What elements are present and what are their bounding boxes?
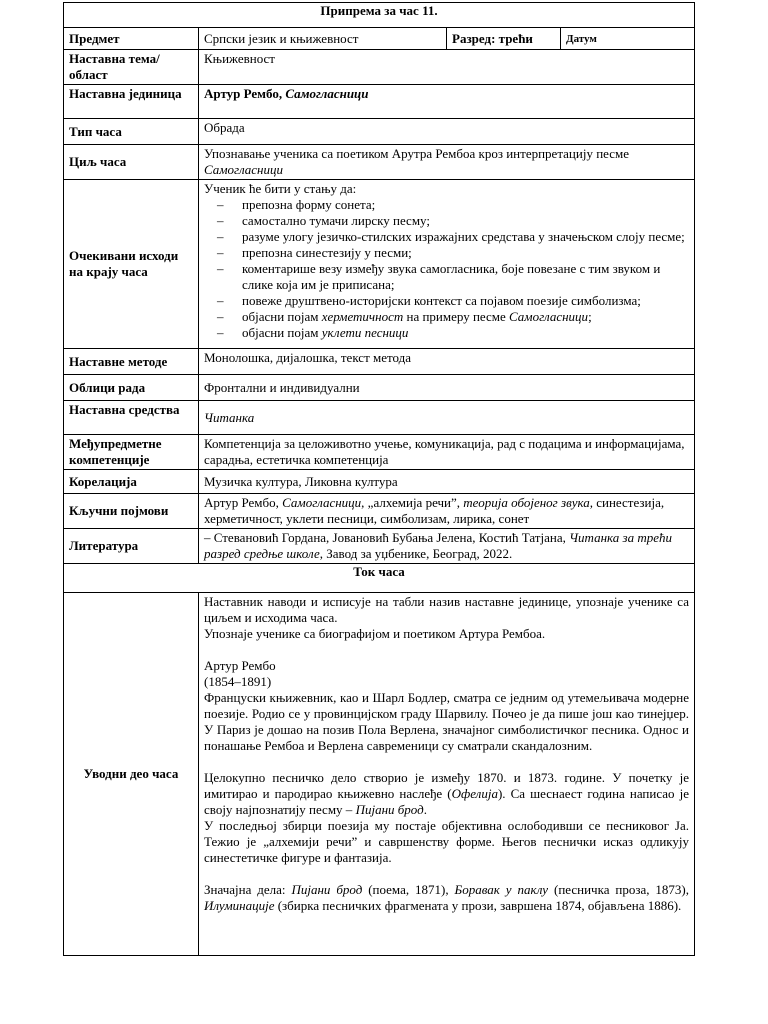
item8-plain: објасни појам xyxy=(242,325,322,340)
outcomes-label: Очекивани исходи на крају часа xyxy=(64,180,199,349)
literature-label: Литература xyxy=(64,529,199,564)
list-item: – разуме улогу језичко-стилских изражајних средстава у значењском слоју песме; xyxy=(204,229,689,245)
unit-value-plain: Артур Рембо, xyxy=(204,86,286,101)
intro-para3: Француски књижевник, као и Шарл Бодлер, сматра се једним од утемељивача модерне поезије. Родио се у провинцијском граду Шарвилу. Почео је да пише још као тинејџер. У Париз је дошао на позив Пола Верлена, значајног симболистичког песника. Однос и понашање Рембоа и Верлена савременици су сматрали скандалозним. xyxy=(204,690,690,753)
item7-italic: херметичност xyxy=(321,309,404,324)
outcomes-list xyxy=(204,197,689,341)
works-label: Значајна дела: xyxy=(204,882,292,897)
outcomes-row xyxy=(64,180,695,349)
means-value xyxy=(199,401,695,435)
forms-row xyxy=(64,375,695,401)
methods-value: Монолошка, дијалошка, текст метода xyxy=(199,349,695,375)
topic-value: Књижевност xyxy=(199,50,695,85)
work3: Илуминације xyxy=(204,898,275,913)
intro-part-label: Уводни део часа xyxy=(64,593,199,956)
date-label: Датум xyxy=(561,28,695,50)
competences-label: Међупредметне компетенције xyxy=(64,435,199,470)
work1: Пијани брод xyxy=(291,882,363,897)
item7-mid: на примеру песме xyxy=(403,309,510,324)
subject-label: Предмет xyxy=(64,28,199,50)
unit-label: Наставна јединица xyxy=(64,85,199,119)
intro-para2: Упознаје ученике са биографијом и поетиком Артура Рембоа. xyxy=(204,626,546,641)
item7-plain: објасни појам xyxy=(242,309,322,324)
correlation-row xyxy=(64,470,695,494)
list-item: – препозна форму сонета; xyxy=(204,197,689,213)
keywords-label: Кључни појмови xyxy=(64,494,199,529)
means-value-italic: Читанка xyxy=(204,409,255,425)
keywords-i1: Самогласници xyxy=(282,495,362,510)
literature-i1: Читанка за трећи разред средње школе xyxy=(204,530,673,561)
subject-value: Српски језик и књижевност xyxy=(199,28,447,50)
section2-title-row xyxy=(64,564,695,593)
unit-value-italic: Самогласници xyxy=(285,86,369,101)
correlation-value: Музичка култура, Ликовна култура xyxy=(199,470,695,494)
outcomes-intro: Ученик ће бити у стању да: xyxy=(204,181,357,196)
type-value: Обрада xyxy=(199,119,695,145)
work2: Боравак у паклу xyxy=(454,882,549,897)
keywords-value xyxy=(199,494,695,529)
list-item xyxy=(204,309,689,325)
keywords-i2: теорија обојеног звука, xyxy=(463,495,593,510)
item7-end: ; xyxy=(588,309,592,324)
literature-p1: – Стевановић Гордана, Јовановић Бубања Јелена, Костић Татјана, xyxy=(204,530,570,545)
literature-value xyxy=(199,529,695,564)
para4c: . xyxy=(423,802,427,817)
goal-value xyxy=(199,145,695,180)
section-title: Ток часа xyxy=(64,564,695,593)
para4-i2: Пијани брод xyxy=(355,802,424,817)
topic-row xyxy=(64,50,695,85)
competences-row xyxy=(64,435,695,470)
page-title: Припрема за час 11. xyxy=(64,3,695,28)
list-item: – коментарише везу између звука самогласника, боје повезане с тим звуком и слике која им је приписана; xyxy=(204,261,689,293)
goal-label: Циљ часа xyxy=(64,145,199,180)
author-name: Артур Рембо xyxy=(204,658,276,673)
forms-value: Фронтални и индивидуални xyxy=(199,375,695,401)
item8-italic: уклети песници xyxy=(321,325,409,340)
work2-desc: (песничка проза, 1873), xyxy=(548,882,690,897)
means-label: Наставна средства xyxy=(64,401,199,435)
unit-value xyxy=(199,85,695,119)
goal-value-plain: Упознавање ученика са поетиком Арутра Рембоа кроз интерпретацију песме xyxy=(204,146,630,161)
forms-label: Облици рада xyxy=(64,375,199,401)
methods-label: Наставне методе xyxy=(64,349,199,375)
means-row xyxy=(64,401,695,435)
title-row xyxy=(64,3,695,28)
para4a: Целокупно песничко дело створио је између 1870. и 1873. године. У почетку је имитирао и пародирао књижевно наслеђе ( xyxy=(204,770,690,801)
para4-i1: Офелија xyxy=(451,786,498,801)
literature-p2: , Завод за уџбенике, Београд, 2022. xyxy=(319,546,513,561)
intro-part-row xyxy=(64,593,695,956)
methods-row xyxy=(64,349,695,375)
outcomes-value xyxy=(199,180,695,349)
literature-row xyxy=(64,529,695,564)
author-years: (1854–1891) xyxy=(204,674,272,689)
keywords-row xyxy=(64,494,695,529)
goal-value-italic: Самогласници xyxy=(204,162,284,177)
keywords-p1: Артур Рембо, xyxy=(204,495,283,510)
correlation-label: Корелација xyxy=(64,470,199,494)
keywords-p3: синестезија, херметичност, уклети песници, симболизам, лирика, сонет xyxy=(204,495,665,526)
topic-label: Наставна тема/област xyxy=(64,50,199,85)
work3-desc: (збирка песничких фрагмената у прози, завршена 1874, објављена 1886). xyxy=(274,898,682,913)
list-item: – повеже друштвено-историјски контекст са појавом поезије симболизма; xyxy=(204,293,689,309)
intro-para1: Наставник наводи и исписује на табли назив наставне јединице, упознаје ученике са циљем и исходима часа. xyxy=(204,594,690,625)
subject-row xyxy=(64,28,695,50)
list-item xyxy=(204,325,689,341)
grade-label: Разред: xyxy=(452,30,496,46)
intro-para5: У последњој збирци поезија му постаје објективна ослободивши се песниковог Ја. Тежио је „алхемији речи” и савршенству форме. Његов песнички исказ одликују синестетичке фигуре и фантазија. xyxy=(204,818,690,865)
item7-italic2: Самогласници xyxy=(509,309,589,324)
list-item: – препозна синестезију у песми; xyxy=(204,245,689,261)
list-item: – самостално тумачи лирску песму; xyxy=(204,213,689,229)
intro-part-value xyxy=(199,593,695,956)
intro-para4 xyxy=(204,770,689,818)
competences-value: Компетенција за целоживотно учење, комуникација, рад с подацима и информацијама, сарадња, естетичка компетенција xyxy=(199,435,695,470)
para4b: ). Са шеснаест година написао је своју најпознатију песму – xyxy=(204,786,690,817)
work1-desc: (поема, 1871), xyxy=(362,882,455,897)
grade-value: трећи xyxy=(498,30,533,46)
lesson-plan-table xyxy=(63,2,695,956)
grade-cell xyxy=(447,28,561,50)
type-label: Тип часа xyxy=(64,119,199,145)
goal-row xyxy=(64,145,695,180)
unit-row xyxy=(64,85,695,119)
keywords-p2: , „алхемија речи”, xyxy=(361,495,464,510)
type-row xyxy=(64,119,695,145)
works-para xyxy=(204,882,689,914)
